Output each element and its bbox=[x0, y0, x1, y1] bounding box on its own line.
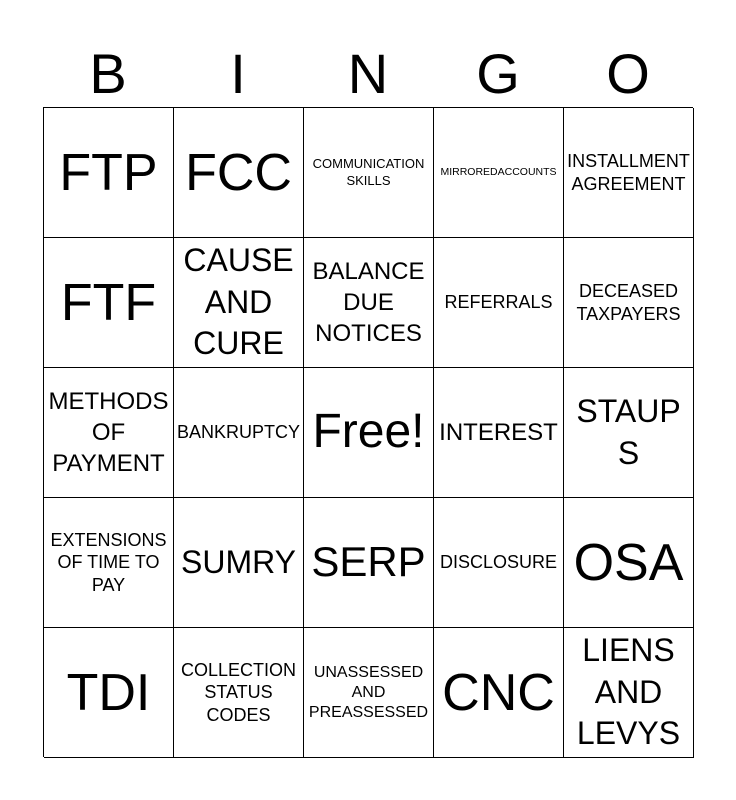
bingo-cell[interactable]: STAUPS bbox=[564, 368, 694, 498]
bingo-cell[interactable]: SUMRY bbox=[174, 498, 304, 628]
bingo-cell[interactable]: FTP bbox=[44, 108, 174, 238]
bingo-cell[interactable]: FCC bbox=[174, 108, 304, 238]
bingo-cell[interactable]: LIENS AND LEVYS bbox=[564, 628, 694, 758]
bingo-cell[interactable]: COMMUNICATION SKILLS bbox=[304, 108, 434, 238]
bingo-cell[interactable]: OSA bbox=[564, 498, 694, 628]
bingo-cell[interactable]: EXTENSIONS OF TIME TO PAY bbox=[44, 498, 174, 628]
bingo-cell[interactable]: INTEREST bbox=[434, 368, 564, 498]
bingo-cell[interactable]: MIRROREDACCOUNTS bbox=[434, 108, 564, 238]
bingo-cell[interactable]: BANKRUPTCY bbox=[174, 368, 304, 498]
bingo-cell[interactable]: COLLECTION STATUS CODES bbox=[174, 628, 304, 758]
bingo-cell[interactable]: SERP bbox=[304, 498, 434, 628]
bingo-cell[interactable]: CAUSE AND CURE bbox=[174, 238, 304, 368]
header-letter-g: G bbox=[476, 42, 520, 105]
bingo-cell[interactable]: DISCLOSURE bbox=[434, 498, 564, 628]
bingo-cell[interactable]: DECEASED TAXPAYERS bbox=[564, 238, 694, 368]
header-letter-o: O bbox=[606, 42, 650, 105]
bingo-cell[interactable]: BALANCE DUE NOTICES bbox=[304, 238, 434, 368]
bingo-cell[interactable]: TDI bbox=[44, 628, 174, 758]
bingo-cell[interactable]: FTF bbox=[44, 238, 174, 368]
header-letter-i: I bbox=[230, 42, 246, 105]
bingo-board bbox=[43, 107, 693, 757]
header-letter-b: B bbox=[89, 42, 127, 105]
bingo-cell[interactable]: REFERRALS bbox=[434, 238, 564, 368]
free-space-cell[interactable]: Free! bbox=[304, 368, 434, 498]
bingo-cell[interactable]: METHODS OF PAYMENT bbox=[44, 368, 174, 498]
bingo-cell[interactable]: INSTALLMENT AGREEMENT bbox=[564, 108, 694, 238]
bingo-header bbox=[43, 40, 693, 108]
bingo-cell[interactable]: UNASSESSED AND PREASSESSED bbox=[304, 628, 434, 758]
header-letter-n: N bbox=[347, 42, 389, 105]
bingo-cell[interactable]: CNC bbox=[434, 628, 564, 758]
